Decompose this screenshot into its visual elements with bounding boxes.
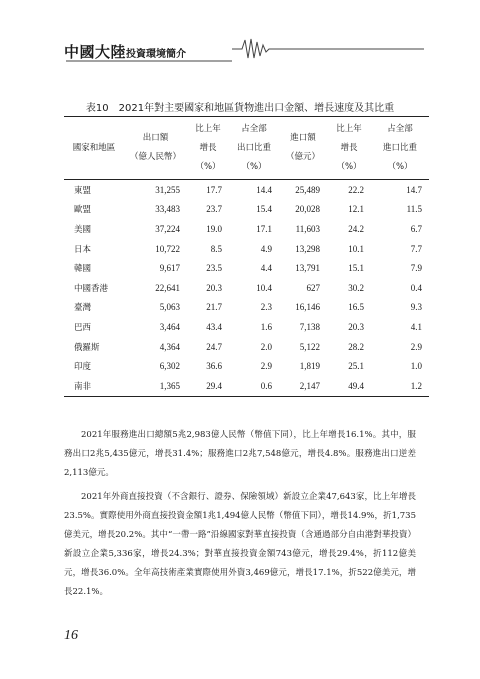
value-cell: 6.7 <box>410 223 422 234</box>
value-cell: 16,146 <box>295 302 320 313</box>
value-cell: 0.4 <box>410 282 422 293</box>
value-cell: 20,028 <box>295 204 320 215</box>
paragraph-fdi: 2021年外商直接投資（不含銀行、證券、保險領域）新設立企業47,643家，比上年增長23.5%。實際使用外商直接投資金額1兆1,494億人民幣（幣值下同），增長14.9%，折1,735億美元，增長20.2%。其中“一帶一路”沿線國家對華直接投資（含通過部分自由港對華投資）新設立企業5,336家，增長24.3%；對華直接投資金額743億元，增長29.4%，折112億美元，增長36.0%。全年高技術產業實際使用外資3,469億元，增長17.1%，折522億美元，增長22.1%。 <box>64 492 416 597</box>
value-cell: 627 <box>306 282 320 293</box>
region-cell: 日本 <box>74 244 92 255</box>
value-cell: 25,489 <box>295 184 320 195</box>
value-cell: 8.5 <box>210 243 222 254</box>
value-cell: 10.1 <box>348 243 364 254</box>
value-cell: 30.2 <box>348 282 364 293</box>
value-cell: 14.4 <box>256 184 272 195</box>
value-cell: 15.1 <box>348 263 364 274</box>
header-title <box>64 41 186 62</box>
value-cell: 23.7 <box>206 204 222 215</box>
value-cell: 10.4 <box>256 282 272 293</box>
col-header-export-growth: 比上年 增長 （%） <box>187 117 229 180</box>
header-title-sub: 投資環境簡介 <box>126 49 187 60</box>
value-cell: 20.3 <box>348 321 364 332</box>
paragraph-services: 2021年服務進出口總額5兆2,983億人民幣（幣值下同），比上年增長16.1%。其中，服務出口2兆5,435億元，增長31.4%；服務進口2兆7,548億元，增長4.8%。服務進出口逆差2,113億元。 <box>64 430 416 478</box>
table-row <box>64 219 429 239</box>
value-cell: 21.7 <box>206 302 222 313</box>
value-cell: 7,138 <box>299 321 320 332</box>
value-cell: 4.9 <box>260 243 272 254</box>
value-cell: 22,641 <box>155 282 180 293</box>
table-row <box>64 239 429 259</box>
table-row <box>64 258 429 278</box>
value-cell: 37,224 <box>155 223 180 234</box>
value-cell: 2.0 <box>260 341 272 352</box>
value-cell: 33,483 <box>155 204 180 215</box>
value-cell: 15.4 <box>256 204 272 215</box>
region-cell: 歐盟 <box>74 205 92 216</box>
table-row <box>64 317 429 337</box>
value-cell: 13,298 <box>295 243 320 254</box>
value-cell: 4.1 <box>410 321 422 332</box>
table-header-row <box>64 117 429 180</box>
table-row <box>64 376 429 396</box>
table-row <box>64 298 429 318</box>
value-cell: 5,122 <box>299 341 320 352</box>
value-cell: 7.9 <box>410 263 422 274</box>
value-cell: 11.5 <box>406 204 422 215</box>
region-cell: 中國香港 <box>74 283 109 294</box>
value-cell: 24.2 <box>348 223 364 234</box>
value-cell: 49.4 <box>327 376 371 396</box>
table-body <box>64 180 429 397</box>
table-row <box>64 337 429 357</box>
value-cell: 4.4 <box>260 263 272 274</box>
value-cell: 6,302 <box>159 361 180 372</box>
table-row <box>64 180 429 200</box>
value-cell: 29.4 <box>187 376 229 396</box>
value-cell: 31,255 <box>155 184 180 195</box>
value-cell: 43.4 <box>206 321 222 332</box>
value-cell: 1,365 <box>124 376 187 396</box>
region-cell: 印度 <box>74 362 92 373</box>
value-cell: 9.3 <box>410 302 422 313</box>
region-cell: 南非 <box>64 376 124 396</box>
value-cell: 24.7 <box>206 341 222 352</box>
value-cell: 17.7 <box>206 184 222 195</box>
page-number: 16 <box>64 628 78 643</box>
value-cell: 5,063 <box>159 302 180 313</box>
col-header-import-growth: 比上年 增長 （%） <box>327 117 371 180</box>
value-cell: 36.6 <box>206 361 222 372</box>
region-cell: 東盟 <box>74 185 92 196</box>
value-cell: 25.1 <box>348 361 364 372</box>
region-cell: 俄羅斯 <box>74 342 100 353</box>
region-cell: 韓國 <box>74 264 92 275</box>
header-title-main: 中國大陸 <box>64 43 127 61</box>
value-cell: 3,464 <box>159 321 180 332</box>
col-header-export: 出口額 （億人民幣） <box>124 117 187 180</box>
value-cell: 13,791 <box>295 263 320 274</box>
value-cell: 23.5 <box>206 263 222 274</box>
value-cell: 10,722 <box>155 243 180 254</box>
col-header-region: 國家和地區 <box>64 117 124 180</box>
value-cell: 22.2 <box>348 184 364 195</box>
value-cell: 2.9 <box>260 361 272 372</box>
value-cell: 2.9 <box>410 341 422 352</box>
value-cell: 12.1 <box>348 204 364 215</box>
col-header-export-share: 占全部 出口比重 （%） <box>229 117 279 180</box>
value-cell: 0.6 <box>229 376 279 396</box>
value-cell: 1.0 <box>410 361 422 372</box>
table-row <box>64 356 429 376</box>
table-title: 表10 2021年對主要國家和地區貨物進出口金額、增長速度及其比重 <box>85 103 395 114</box>
value-cell: 17.1 <box>256 223 272 234</box>
region-cell: 臺灣 <box>74 303 92 314</box>
page-header <box>64 36 424 62</box>
value-cell: 1.2 <box>371 376 429 396</box>
value-cell: 20.3 <box>206 282 222 293</box>
region-cell: 美國 <box>74 224 92 235</box>
value-cell: 11,603 <box>295 223 320 234</box>
value-cell: 1.6 <box>260 321 272 332</box>
table-row <box>64 200 429 220</box>
value-cell: 2,147 <box>279 376 327 396</box>
value-cell: 19.0 <box>206 223 222 234</box>
value-cell: 7.7 <box>410 243 422 254</box>
value-cell: 4,364 <box>159 341 180 352</box>
table-row <box>64 278 429 298</box>
value-cell: 16.5 <box>348 302 364 313</box>
value-cell: 28.2 <box>348 341 364 352</box>
value-cell: 2.3 <box>260 302 272 313</box>
col-header-import: 進口額 （億元） <box>279 117 327 180</box>
value-cell: 9,617 <box>159 263 180 274</box>
region-cell: 巴西 <box>74 322 92 333</box>
trade-table <box>64 116 429 397</box>
value-cell: 14.7 <box>406 184 422 195</box>
value-cell: 1,819 <box>299 361 320 372</box>
col-header-import-share: 占全部 進口比重 （%） <box>371 117 429 180</box>
